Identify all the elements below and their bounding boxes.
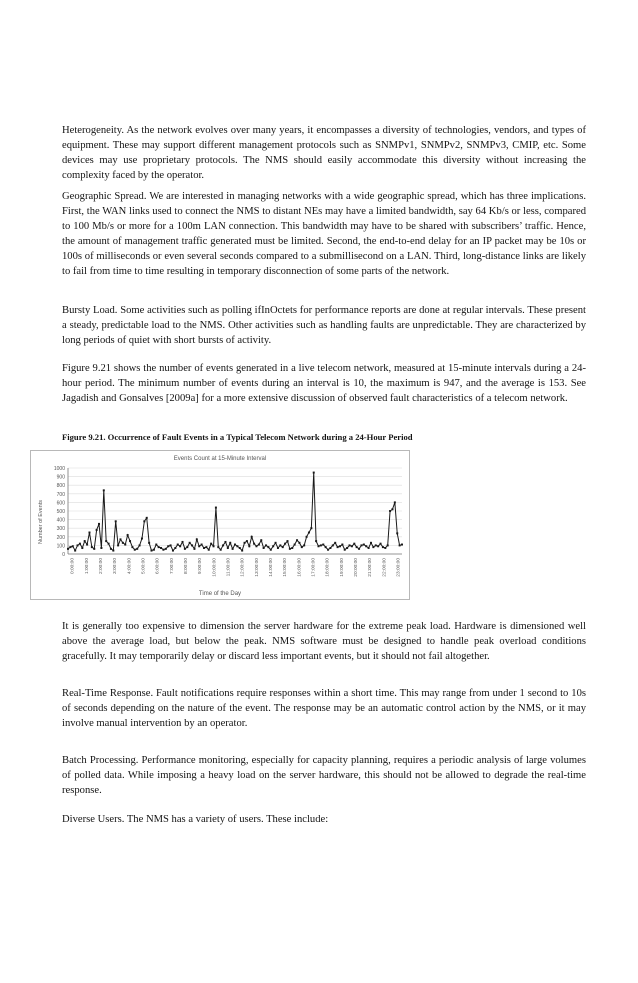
x-tick-label: 10:00:00 — [212, 558, 218, 577]
data-point — [201, 544, 203, 546]
data-point — [148, 542, 150, 544]
data-point — [303, 544, 305, 546]
data-point — [260, 539, 262, 541]
paragraph-real-time-response: Real-Time Response. Fault notifications require responses within a short time. This may range from under 1 second to 10s of seconds depending on the nature of the event. The response may be an automatic control action by the NMS, or it may involve manual intervention by an operator. — [62, 688, 586, 730]
x-tick-label: 7:00:00 — [169, 558, 175, 575]
data-point — [134, 549, 136, 551]
data-point — [344, 549, 346, 551]
y-tick-label: 500 — [56, 509, 65, 515]
data-point — [229, 542, 231, 544]
data-point — [282, 546, 284, 548]
data-point — [320, 544, 322, 546]
x-tick-label: 21:00:00 — [368, 558, 374, 577]
data-point — [251, 536, 253, 538]
data-point — [310, 527, 312, 529]
data-point — [93, 548, 95, 550]
data-point — [198, 545, 200, 547]
data-point — [79, 543, 81, 545]
data-point — [215, 507, 217, 509]
data-point — [391, 508, 393, 510]
paragraph-diverse-users: Diverse Users. The NMS has a variety of users. These include: — [62, 814, 329, 825]
data-point — [375, 544, 377, 546]
data-point — [160, 547, 162, 549]
data-point — [84, 540, 86, 542]
data-point — [277, 547, 279, 549]
data-point — [377, 545, 379, 547]
data-point — [122, 542, 124, 544]
data-point — [241, 550, 243, 552]
data-point — [368, 547, 370, 549]
data-point — [334, 542, 336, 544]
data-point — [74, 550, 76, 552]
data-point — [196, 538, 198, 540]
data-point — [339, 545, 341, 547]
data-point — [394, 501, 396, 503]
data-point — [98, 523, 100, 525]
data-point — [115, 520, 117, 522]
data-point — [289, 548, 291, 550]
data-point — [265, 544, 267, 546]
data-point — [119, 538, 121, 540]
data-point — [100, 547, 102, 549]
data-point — [267, 546, 269, 548]
y-tick-label: 200 — [56, 534, 65, 541]
data-point — [155, 544, 157, 546]
y-tick-label: 900 — [56, 474, 65, 481]
data-point — [248, 545, 250, 547]
x-tick-label: 0:00:00 — [70, 558, 76, 575]
data-point — [141, 538, 143, 540]
x-axis-label: Time of the Day — [198, 591, 242, 597]
data-point — [258, 544, 260, 546]
data-point — [146, 517, 148, 519]
x-tick-label: 17:00:00 — [311, 558, 317, 577]
data-point — [291, 547, 293, 549]
paragraph-geographic-spread: Geographic Spread. We are interested in managing networks with a wide geographic spread, which has three implications. First, the WAN links used to connect the NMS to distant NEs may have a limited bandwidth, say 64 Kb/s or less, compared to 100 Mb/s or more for a 100m LAN connection. This bandwidth may have to be shared with subscribers’ traffic. Hence, the amount of management traffic generated must be limited. Second, the end-to-end delay for an IP packet may be 10s or 100s of milliseconds or even several seconds compared to a submillisecond on a LAN. Third, long-distance links are likely to fail from time to time resulting in temporary disconnection of some parts of the network. — [62, 191, 586, 278]
data-point — [284, 543, 286, 545]
figure-caption: Figure 9.21. Occurrence of Fault Events in a Typical Telecom Network during a 24-Hour Period — [62, 432, 413, 442]
data-point — [239, 547, 241, 549]
data-point — [131, 546, 133, 548]
data-point — [205, 546, 207, 548]
paragraph-bursty-load: Bursty Load. Some activities such as polling ifInOctets for performance reports are done at regular intervals. These present a steady, predictable load to the NMS. Other activities such as handling faults are unpredictable. They are characterized by long periods of quiet with short bursts of activity. — [62, 305, 586, 347]
data-point — [217, 546, 219, 548]
data-point — [363, 544, 365, 546]
data-point — [313, 472, 315, 474]
x-tick-label: 6:00:00 — [155, 558, 161, 575]
data-point — [272, 545, 274, 547]
data-point — [234, 544, 236, 546]
data-point — [358, 548, 360, 550]
data-point — [322, 544, 324, 546]
data-point — [301, 546, 303, 548]
data-point — [351, 545, 353, 547]
data-point — [191, 544, 193, 546]
y-tick-label: 1000 — [53, 466, 65, 472]
data-point — [327, 549, 329, 551]
paragraph-batch-processing: Batch Processing. Performance monitoring, especially for capacity planning, requires a periodic analysis of large volumes of polled data. While imposing a heavy load on the server hardware, this should not be allowed to degrade the real-time response. — [62, 755, 586, 797]
data-point — [325, 546, 327, 548]
data-point — [294, 544, 296, 546]
data-point — [158, 546, 160, 548]
x-tick-label: 8:00:00 — [183, 558, 189, 575]
data-point — [275, 542, 277, 544]
data-point — [186, 546, 188, 548]
data-point — [67, 548, 69, 550]
x-tick-label: 12:00:00 — [240, 558, 246, 577]
x-tick-label: 5:00:00 — [141, 558, 147, 575]
data-point — [189, 542, 191, 544]
data-point — [337, 546, 339, 548]
chart-title: Events Count at 15-Minute Interval — [173, 456, 267, 462]
data-point — [401, 544, 403, 546]
data-point — [96, 529, 98, 531]
data-point — [332, 544, 334, 546]
paragraph-figure-description: Figure 9.21 shows the number of events generated in a live telecom network, measured at 15-minute intervals during a 24-hour period. The minimum number of events during an interval is 10, the maximum is 947, and the average is 153. See Jagadish and Gonsalves [2009a] for a more extensive discussion of observed fault characteristics of a telecom network. — [62, 363, 586, 405]
data-point — [208, 549, 210, 551]
y-tick-label: 600 — [56, 500, 65, 507]
x-tick-label: 9:00:00 — [198, 558, 204, 575]
x-tick-label: 22:00:00 — [382, 558, 388, 577]
data-point — [105, 540, 107, 542]
data-point — [232, 548, 234, 550]
data-point — [167, 545, 169, 547]
data-point — [370, 542, 372, 544]
x-tick-label: 19:00:00 — [339, 558, 345, 577]
x-tick-label: 4:00:00 — [127, 558, 133, 575]
data-point — [306, 536, 308, 538]
data-point — [318, 545, 320, 547]
data-point — [380, 543, 382, 545]
data-point — [224, 541, 226, 543]
y-tick-label: 300 — [56, 526, 65, 533]
data-point — [279, 544, 281, 546]
data-point — [179, 545, 181, 547]
data-point — [124, 544, 126, 546]
data-point — [210, 543, 212, 545]
data-point — [129, 540, 131, 542]
data-point — [353, 543, 355, 545]
x-tick-label: 18:00:00 — [325, 558, 331, 577]
data-point — [315, 540, 317, 542]
y-axis-label: Number of Events — [38, 499, 44, 545]
data-point — [298, 542, 300, 544]
y-tick-label: 800 — [56, 483, 65, 490]
data-point — [384, 547, 386, 549]
data-point — [253, 543, 255, 545]
paragraph-heterogeneity: Heterogeneity. As the network evolves over many years, it encompasses a diversity of technologies, vendors, and types of equipment. These may support different management protocols such as SNMPv1, SNMPv2, SNMPv3, CMIP, etc. Some devices may use proprietary protocols. The NMS should easily accommodate this diversity without increasing the complexity faced by the operator. — [62, 125, 586, 182]
data-point — [220, 549, 222, 551]
chart-frame — [31, 451, 410, 600]
y-tick-label: 100 — [56, 543, 65, 550]
data-point — [382, 546, 384, 548]
data-point — [246, 540, 248, 542]
data-point — [372, 546, 374, 548]
data-point — [270, 549, 272, 551]
data-point — [184, 548, 186, 550]
data-point — [182, 541, 184, 543]
data-point — [203, 547, 205, 549]
data-point — [174, 547, 176, 549]
data-point — [91, 546, 93, 548]
data-point — [341, 544, 343, 546]
data-point — [399, 544, 401, 546]
data-point — [72, 545, 74, 547]
paragraph-hardware-dimensioning: It is generally too expensive to dimension the server hardware for the extreme peak load. Hardware is dimensioned well above the average load, but below the peak. NMS software must be designed to handle peak overload conditions gracefully. It may temporarily delay or discard less important events, but it should not fail altogether. — [62, 621, 586, 663]
x-tick-label: 2:00:00 — [98, 558, 104, 575]
x-tick-label: 11:00:00 — [226, 558, 232, 577]
data-point — [360, 544, 362, 546]
data-point — [77, 544, 79, 546]
data-point — [86, 544, 88, 546]
data-point — [255, 545, 257, 547]
data-point — [136, 548, 138, 550]
x-tick-label: 23:00:00 — [396, 558, 402, 577]
data-point — [222, 544, 224, 546]
x-tick-label: 1:00:00 — [84, 558, 90, 575]
data-point — [151, 550, 153, 552]
data-point — [162, 549, 164, 551]
data-point — [69, 546, 71, 548]
data-point — [213, 545, 215, 547]
data-point — [356, 546, 358, 548]
data-point — [346, 547, 348, 549]
data-point — [108, 543, 110, 545]
data-point — [177, 544, 179, 546]
data-point — [103, 489, 105, 491]
x-tick-label: 15:00:00 — [283, 558, 289, 577]
data-point — [153, 549, 155, 551]
data-point — [165, 548, 167, 550]
x-tick-label: 3:00:00 — [113, 558, 119, 575]
data-point — [349, 544, 351, 546]
x-tick-label: 14:00:00 — [269, 558, 275, 577]
x-tick-label: 13:00:00 — [254, 558, 260, 577]
data-point — [112, 550, 114, 552]
data-point — [365, 545, 367, 547]
data-point — [81, 547, 83, 549]
data-point — [286, 540, 288, 542]
data-point — [170, 544, 172, 546]
y-tick-label: 0 — [62, 552, 65, 558]
data-point — [88, 532, 90, 534]
y-tick-label: 700 — [56, 491, 65, 498]
data-point — [387, 544, 389, 546]
data-point — [193, 548, 195, 550]
fault-events-chart — [30, 450, 410, 600]
data-point — [389, 510, 391, 512]
data-point — [127, 534, 129, 536]
y-tick-label: 400 — [56, 517, 65, 524]
data-point — [139, 544, 141, 546]
data-point — [263, 547, 265, 549]
x-tick-label: 20:00:00 — [354, 558, 360, 577]
data-point — [308, 532, 310, 534]
data-point — [110, 548, 112, 550]
data-point — [296, 539, 298, 541]
data-point — [227, 547, 229, 549]
data-point — [117, 544, 119, 546]
data-point — [329, 547, 331, 549]
data-point — [244, 542, 246, 544]
x-tick-label: 16:00:00 — [297, 558, 303, 577]
data-point — [396, 532, 398, 534]
data-point — [236, 545, 238, 547]
data-point — [172, 550, 174, 552]
data-point — [143, 520, 145, 522]
